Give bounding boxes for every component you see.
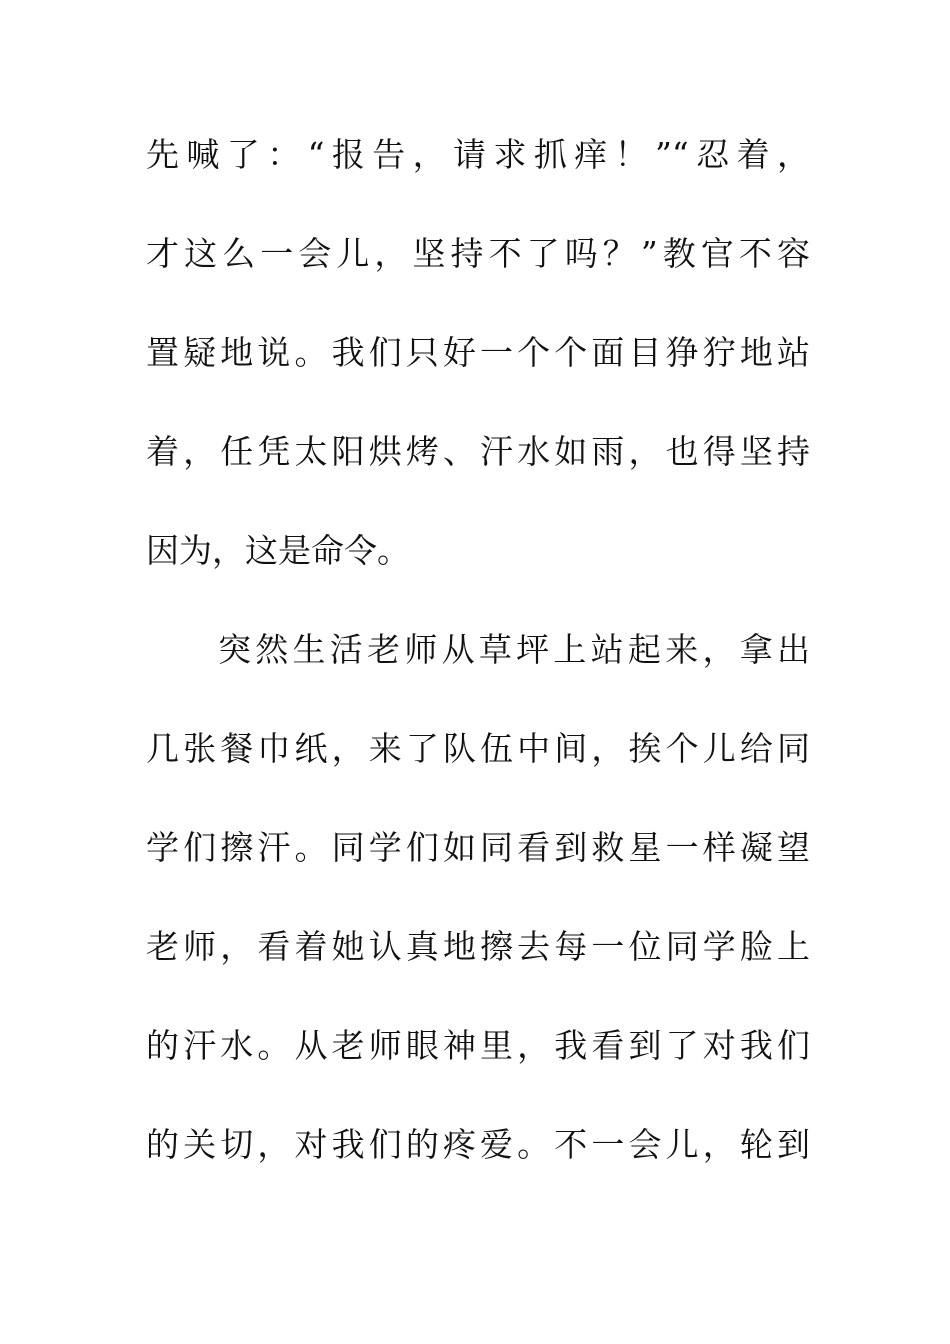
text-line: 的汗水。从老师眼神里，我看到了对我们 (146, 1026, 810, 1065)
text-line: 着，任凭太阳烘烤、汗水如雨，也得坚持 (146, 432, 810, 471)
text-line: 先喊了：“报告，请求抓痒！”“忍着， (146, 135, 810, 174)
body-text (146, 122, 810, 1211)
text-line: 几张餐巾纸，来了队伍中间，挨个儿给同 (146, 729, 810, 768)
text-line: 因为，这是命令。 (146, 531, 410, 570)
text-line: 学们擦汗。同学们如同看到救星一样凝望 (146, 828, 810, 867)
text-line: 的关切，对我们的疼爱。不一会儿，轮到 (146, 1125, 810, 1164)
paragraph-first-line: 突然生活老师从草坪上站起来，拿出 (218, 630, 810, 669)
text-line: 才这么一会儿，坚持不了吗？”教官不容 (146, 234, 810, 273)
text-line: 老师，看着她认真地擦去每一位同学脸上 (146, 927, 810, 966)
text-line: 置疑地说。我们只好一个个面目狰狞地站 (146, 333, 810, 372)
